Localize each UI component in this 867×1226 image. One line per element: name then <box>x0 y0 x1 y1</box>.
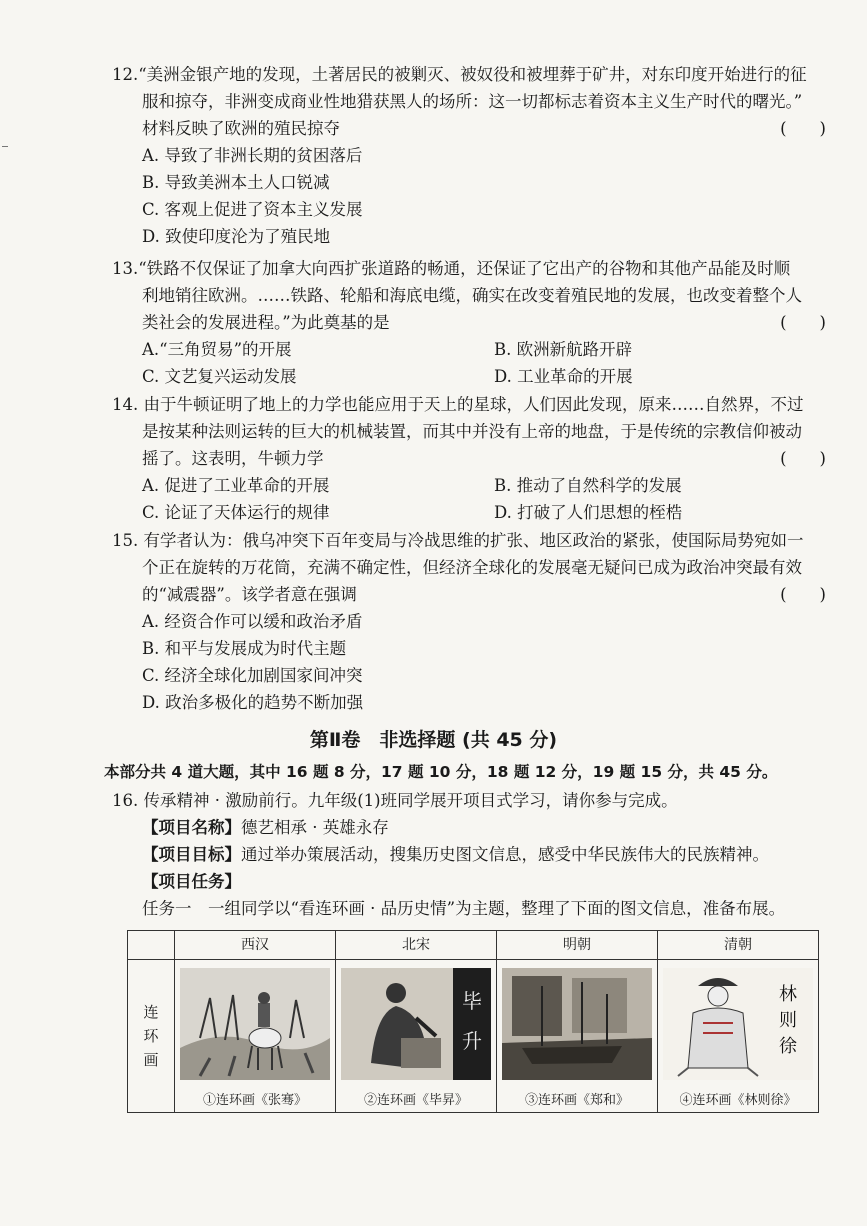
q16-head: 16. 传承精神 · 激励前行。九年级(1)班同学展开项目式学习，请你参与完成。 <box>112 791 678 810</box>
option-a[interactable]: A. 经资合作可以缓和政治矛盾 <box>142 612 363 631</box>
option-a[interactable]: A. 促进了工业革命的开展 <box>142 476 330 495</box>
section-intro: 本部分共 4 道大题，其中 16 题 8 分，17 题 10 分，18 题 12 分，19 题 15 分，共 45 分。 <box>104 763 778 781</box>
option-a[interactable]: A. 导致了非洲长期的贫困落后 <box>142 146 363 165</box>
project-name: 德艺相承 · 英雄永存 <box>241 818 389 837</box>
question-13 <box>112 255 832 390</box>
q15-line-1: 15. 有学者认为：俄乌冲突下百年变局与冷战思维的扩张、地区政治的紧张，使国际局势宛如一 <box>112 531 804 550</box>
zheng-he-comic-image <box>502 968 652 1080</box>
dynasty-header: 西汉 <box>175 931 336 960</box>
task-one: 任务一 一组同学以“看连环画 · 品历史情”为主题，整理了下面的图文信息，准备布展。 <box>142 899 786 918</box>
comic-caption: ③连环画《郑和》 <box>524 1093 629 1108</box>
option-c[interactable]: C. 文艺复兴运动发展 <box>142 367 297 386</box>
comic-table <box>127 930 819 1113</box>
option-a[interactable]: A.“三角贸易”的开展 <box>142 340 292 359</box>
q14-line-1: 14. 由于牛顿证明了地上的力学也能应用于天上的星球，人们因此发现，原来……自然界，不过 <box>112 395 804 414</box>
option-d[interactable]: D. 政治多极化的趋势不断加强 <box>142 693 364 712</box>
option-d[interactable]: D. 工业革命的开展 <box>494 367 633 386</box>
question-16 <box>112 787 842 922</box>
option-d[interactable]: D. 打破了人们思想的桎梏 <box>494 503 683 522</box>
option-c[interactable]: C. 经济全球化加剧国家间冲突 <box>142 666 363 685</box>
q13-line-2: 利地销往欧洲。……铁路、轮船和海底电缆，确实在改变着殖民地的发展，也改变着整个人 <box>142 286 802 305</box>
answer-paren[interactable]: ( ) <box>780 449 826 468</box>
comic-title-text: 徐 <box>779 1036 797 1057</box>
dynasty-header: 清朝 <box>658 931 819 960</box>
question-12 <box>112 61 832 250</box>
project-goal-label: 【项目目标】 <box>142 845 241 864</box>
margin-mark <box>2 146 8 147</box>
question-14 <box>112 391 832 526</box>
q14-line-3: 摇了。这表明，牛顿力学 <box>142 449 324 468</box>
q12-line-3: 材料反映了欧洲的殖民掠夺 <box>142 119 340 138</box>
q15-line-3: 的“减震器”。该学者意在强调 <box>142 585 357 604</box>
dynasty-header: 北宋 <box>336 931 497 960</box>
q13-line-1: 13.“铁路不仅保证了加拿大向西扩张道路的畅通，还保证了它出产的谷物和其他产品能及时顺 <box>112 259 791 278</box>
comic-title-text: 毕 <box>462 989 482 1013</box>
option-d[interactable]: D. 致使印度沦为了殖民地 <box>142 227 331 246</box>
option-b[interactable]: B. 欧洲新航路开辟 <box>494 340 633 359</box>
comic-caption: ①连环画《张骞》 <box>202 1093 307 1108</box>
comic-title-text: 升 <box>462 1029 482 1053</box>
q12-line-2: 服和掠夺，非洲变成商业性地猎获黑人的场所：这一切都标志着资本主义生产时代的曙光。” <box>142 92 803 111</box>
project-name-label: 【项目名称】 <box>142 818 241 837</box>
project-goal: 通过举办策展活动，搜集历史图文信息，感受中华民族伟大的民族精神。 <box>241 845 769 864</box>
section-title: 第Ⅱ卷 非选择题 (共 45 分) <box>309 729 558 751</box>
answer-paren[interactable]: ( ) <box>780 119 826 138</box>
answer-paren[interactable]: ( ) <box>780 585 826 604</box>
q12-line-1: 12.“美洲金银产地的发现，土著居民的被剿灭、被奴役和被埋葬于矿井，对东印度开始进行的征 <box>112 65 807 84</box>
q13-line-3: 类社会的发展进程。”为此奠基的是 <box>142 313 390 332</box>
dynasty-header: 明朝 <box>497 931 658 960</box>
comic-caption: ②连环画《毕昇》 <box>363 1093 468 1108</box>
comic-caption: ④连环画《林则徐》 <box>679 1093 797 1108</box>
comic-title-text: 则 <box>779 1010 797 1031</box>
option-b[interactable]: B. 和平与发展成为时代主题 <box>142 639 347 658</box>
q14-line-2: 是按某种法则运转的巨大的机械装置，而其中并没有上帝的地盘，于是传统的宗教信仰被动 <box>142 422 802 441</box>
option-c[interactable]: C. 论证了天体运行的规律 <box>142 503 330 522</box>
answer-paren[interactable]: ( ) <box>780 313 826 332</box>
row-label: 连环画 <box>143 1003 159 1069</box>
question-15 <box>112 527 832 716</box>
option-b[interactable]: B. 导致美洲本土人口锐减 <box>142 173 330 192</box>
comic-title-text: 林 <box>779 984 797 1005</box>
option-b[interactable]: B. 推动了自然科学的发展 <box>494 476 682 495</box>
bi-sheng-comic-image <box>341 968 491 1080</box>
project-task-label: 【项目任务】 <box>142 872 241 891</box>
q15-line-2: 个正在旋转的万花筒，充满不确定性，但经济全球化的发展毫无疑问已成为政治冲突最有效 <box>142 558 802 577</box>
option-c[interactable]: C. 客观上促进了资本主义发展 <box>142 200 363 219</box>
lin-zexu-comic-image <box>663 968 813 1080</box>
zhang-qian-comic-image <box>180 968 330 1080</box>
